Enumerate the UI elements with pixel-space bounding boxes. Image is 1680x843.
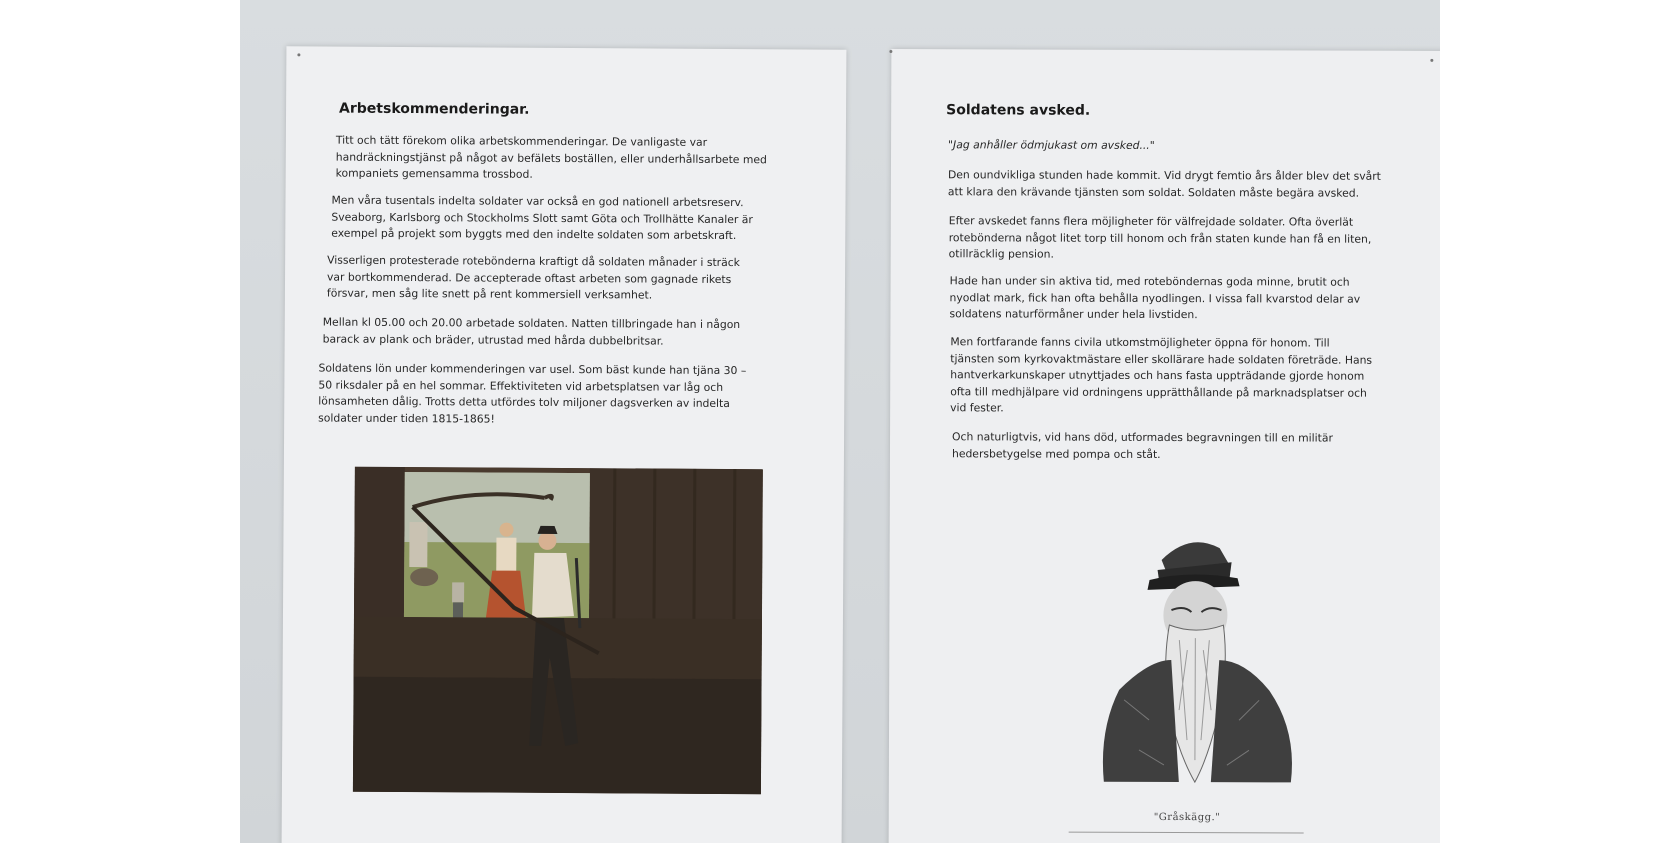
bearded-soldier-portrait bbox=[1079, 520, 1330, 791]
left-paragraph-2: Men våra tusentals indelta soldater var också en god nationell arbetsreserv. Sveaborg, Karlsborg och Stockholms Slott samt Göta och Trollhätte Kanaler är exempel på projekt som byggts med den indelte soldaten som arbetskraft. bbox=[331, 193, 753, 243]
right-paragraph-2: Efter avskedet fanns flera möjligheter för välfrejdade soldater. Ofta överlät rotebönderna något litet torp till honom och från staten kunde han få en liten, otillräcklig pension. bbox=[948, 214, 1372, 261]
portrait-engraving bbox=[1079, 520, 1330, 791]
left-paragraph-1: Titt och tätt förekom olika arbetskommenderingar. De vanligaste var handräckningstjänst på något av befälets boställen, eller underhållsarbete med kompaniets gemensamma trossbod. bbox=[335, 133, 767, 181]
farewell-quote: "Jag anhåller ödmjukast om avsked..." bbox=[948, 138, 1155, 152]
pin-mark bbox=[889, 50, 892, 53]
left-document-page bbox=[282, 46, 847, 843]
right-document-page bbox=[889, 49, 1440, 843]
left-page-title: Arbetskommenderingar. bbox=[339, 100, 530, 118]
caption-divider bbox=[1069, 832, 1304, 834]
pin-mark bbox=[1430, 59, 1433, 62]
left-paragraph-4: Mellan kl 05.00 och 20.00 arbetade soldaten. Natten tillbringade han i någon barack av plank och bräder, utrustad med hårda dubbelbritsar. bbox=[322, 315, 741, 348]
right-paragraph-1: Den oundvikliga stunden hade kommit. Vid drygt femtio års ålder blev det svårt att klara den krävande tjänsten som soldat. Soldaten måste begära avsked. bbox=[947, 168, 1381, 200]
right-page-title: Soldatens avsked. bbox=[946, 102, 1091, 119]
painting-image bbox=[353, 467, 763, 794]
left-paragraph-5: Soldatens lön under kommenderingen var usel. Som bäst kunde han tjäna 30 – 50 riksdaler på en hel sommar. Effektiviteten vid arbetsplatsen var låg och lönsamheten dålig. Trotts detta utfördes tolv miljoner dagsverken av indelta soldater under tiden 1815-1865! bbox=[318, 361, 747, 426]
right-paragraph-4: Men fortfarande fanns civila utkomstmöjligheter öppna för honom. Till tjänsten som kyrkovaktmästare eller skollärare hade soldaten företräde. Hans hantverkarkunskaper utnyttjades och hans fasta uppträdande gjorde honom ofta till medhjälpare vid ordningens upprätthållande på marknadsplatser och vid fester. bbox=[950, 335, 1373, 415]
right-paragraph-3: Hade han under sin aktiva tid, med roteböndernas goda minne, brutit och nyodlat mark, fick han ofta behålla nyodlingen. I vissa fall kvarstod delar av soldatens naturförmåner under hela livstiden. bbox=[949, 274, 1361, 322]
left-paragraph-3: Visserligen protesterade rotebönderna kraftigt då soldaten månader i sträck var bortkommenderad. De accepterade oftast arbeten som gagnade rikets försvar, men såg lite snett på rent kommersiell verksamhet. bbox=[326, 253, 740, 302]
portrait-caption: "Gråskägg." bbox=[1153, 811, 1221, 824]
pin-mark bbox=[297, 53, 300, 56]
photo-background bbox=[240, 0, 1440, 843]
right-paragraph-5: Och naturligtvis, vid hans död, utformades begravningen till en militär hedersbetygelse med pompa och ståt. bbox=[951, 430, 1333, 461]
haymaking-painting bbox=[353, 467, 763, 794]
